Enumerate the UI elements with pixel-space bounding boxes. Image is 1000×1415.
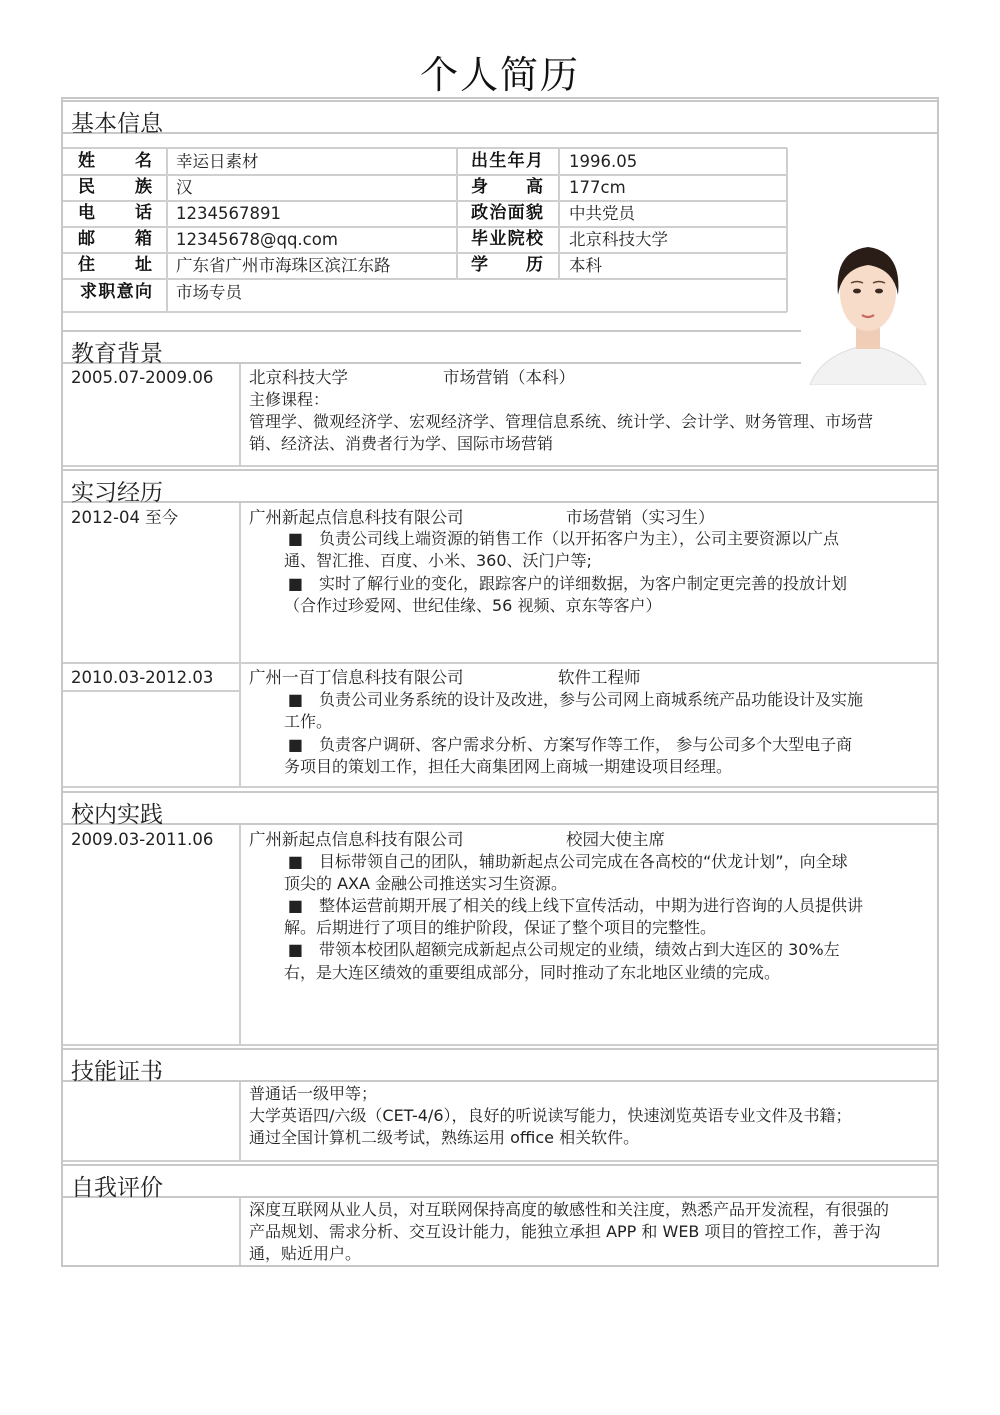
value-birth: 1996.05 [569, 152, 638, 171]
job-bullet: ■ 负责公司线上端资源的销售工作（以开拓客户为主），公司主要资源以广点 [249, 528, 839, 551]
bullet-icon: ■ [287, 529, 303, 548]
label-name: 姓名 [78, 151, 152, 171]
job-bullet-cont: 通、智汇推、百度、小米、360、沃门户等; [284, 551, 592, 570]
job-company: 广州新起点信息科技有限公司 [249, 508, 464, 527]
row-divider [63, 1044, 937, 1046]
grid-line [63, 200, 787, 202]
grid-line [63, 174, 787, 176]
job-bullet: ■ 负责公司业务系统的设计及改进，参与公司网上商城系统产品功能设计及实施 [249, 689, 863, 712]
profile-photo [802, 225, 934, 385]
campus-bullet-cont: 顶尖的 AXA 金融公司推送实习生资源。 [284, 874, 568, 893]
value-degree: 本科 [569, 256, 602, 275]
value-email: 12345678@qq.com [176, 230, 338, 249]
row-divider [63, 1160, 937, 1162]
skill-line: 通过全国计算机二级考试，熟练运用 office 相关软件。 [249, 1128, 640, 1147]
section-title: 技能证书 [71, 1059, 163, 1085]
grid-line [456, 148, 458, 279]
section-title: 实习经历 [71, 480, 163, 506]
job-bullet: ■ 负责客户调研、客户需求分析、方案写作等工作， 参与公司多个大型电子商 [249, 734, 852, 757]
grid-line [63, 311, 787, 313]
label-ethnicity: 民族 [78, 177, 152, 197]
grid-line [558, 148, 560, 279]
value-politics: 中共党员 [569, 204, 635, 223]
job-bullet-cont: 务项目的策划工作，担任大商集团网上商城一期建设项目经理。 [284, 757, 733, 776]
self-eval-line: 通，贴近用户。 [249, 1244, 362, 1263]
job-date: 2010.03-2012.03 [71, 668, 214, 687]
edu-major: 市场营销（本科） [443, 368, 575, 387]
skill-line: 大学英语四/六级（CET-4/6），良好的听说读写能力，快速浏览英语专业文件及书籍； [249, 1106, 852, 1125]
job-bullet-cont: （合作过珍爱网、世纪佳缘、56 视频、京东等客户） [284, 596, 662, 615]
label-email: 邮箱 [78, 229, 152, 249]
value-address: 广东省广州市海珠区滨江东路 [176, 256, 391, 275]
section-title: 基本信息 [71, 111, 163, 137]
column-divider [239, 825, 241, 1044]
campus-bullet: ■ 整体运营前期开展了相关的线上线下宣传活动，中期为进行咨询的人员提供讲 [249, 895, 863, 918]
job-role: 软件工程师 [558, 668, 641, 687]
grid-line [63, 278, 787, 280]
job-bullet: ■ 实时了解行业的变化，跟踪客户的详细数据，为客户制定更完善的投放计划 [249, 573, 847, 596]
edu-date: 2005.07-2009.06 [71, 368, 214, 387]
bullet-icon: ■ [287, 852, 303, 871]
value-ethnicity: 汉 [176, 178, 193, 197]
section-title: 教育背景 [71, 341, 163, 367]
value-name: 幸运日素材 [176, 152, 259, 171]
edu-courses-line-1: 管理学、微观经济学、宏观经济学、管理信息系统、统计学、会计学、财务管理、市场营 [249, 412, 874, 431]
row-divider [63, 662, 937, 664]
value-height: 177cm [569, 178, 626, 197]
section-skills [63, 1048, 937, 1085]
column-divider [239, 364, 241, 465]
section-campus [63, 791, 937, 828]
grid-line [63, 252, 787, 254]
section-title: 自我评价 [71, 1175, 163, 1201]
label-birth: 出生年月 [471, 151, 543, 171]
job-role: 市场营销（实习生） [566, 508, 715, 527]
edu-courses-line-2: 销、经济法、消费者行为学、国际市场营销 [249, 434, 554, 453]
label-address: 住址 [78, 255, 152, 275]
grid-line [786, 148, 788, 312]
value-intent: 市场专员 [176, 283, 242, 302]
row-divider [63, 690, 240, 692]
section-internship [63, 469, 937, 506]
label-degree: 学历 [471, 255, 543, 275]
column-divider [239, 503, 241, 786]
edu-courses-label: 主修课程： [249, 390, 330, 409]
skill-line: 普通话一级甲等； [249, 1084, 378, 1103]
bullet-icon: ■ [287, 896, 303, 915]
campus-role: 校园大使主席 [566, 830, 665, 849]
self-eval-line: 深度互联网从业人员，对互联网保持高度的敏感性和关注度，熟悉产品开发流程，有很强的 [249, 1200, 890, 1219]
campus-bullet: ■ 带领本校团队超额完成新起点公司规定的业绩，绩效占到大连区的 30%左 [249, 939, 840, 962]
campus-company: 广州新起点信息科技有限公司 [249, 830, 464, 849]
section-title: 校内实践 [71, 802, 163, 828]
section-education [63, 330, 801, 367]
section-basic-info [63, 100, 937, 137]
value-phone: 1234567891 [176, 204, 281, 223]
label-politics: 政治面貌 [471, 203, 543, 223]
row-divider [63, 786, 937, 788]
job-bullet-cont: 工作。 [284, 712, 333, 731]
grid-line [63, 147, 787, 149]
label-phone: 电话 [78, 203, 152, 223]
grid-line [63, 226, 787, 228]
column-divider [239, 1198, 241, 1265]
campus-bullet: ■ 目标带领自己的团队，辅助新起点公司完成在各高校的“伏龙计划”，向全球 [249, 851, 848, 874]
column-divider [239, 1082, 241, 1160]
page-title: 个人简历 [419, 53, 580, 97]
bullet-icon: ■ [287, 690, 303, 709]
self-eval-line: 产品规划、需求分析、交互设计能力，能独立承担 APP 和 WEB 项目的管控工作，善于沟 [249, 1222, 881, 1241]
label-height: 身高 [471, 177, 543, 197]
campus-bullet-cont: 右，是大连区绩效的重要组成部分，同时推动了东北地区业绩的完成。 [284, 963, 781, 982]
value-school: 北京科技大学 [569, 230, 668, 249]
campus-bullet-cont: 解。后期进行了项目的维护阶段，保证了整个项目的完整性。 [284, 918, 717, 937]
job-date: 2012-04 至今 [71, 508, 179, 527]
bullet-icon: ■ [287, 940, 303, 959]
bullet-icon: ■ [287, 574, 303, 593]
edu-school: 北京科技大学 [249, 368, 348, 387]
row-divider [63, 465, 937, 467]
grid-line [166, 148, 168, 312]
campus-date: 2009.03-2011.06 [71, 830, 214, 849]
job-company: 广州一百丁信息科技有限公司 [249, 668, 464, 687]
section-self-evaluation [63, 1164, 937, 1201]
label-intent: 求职意向 [80, 282, 152, 302]
label-school: 毕业院校 [471, 229, 543, 249]
bullet-icon: ■ [287, 735, 303, 754]
